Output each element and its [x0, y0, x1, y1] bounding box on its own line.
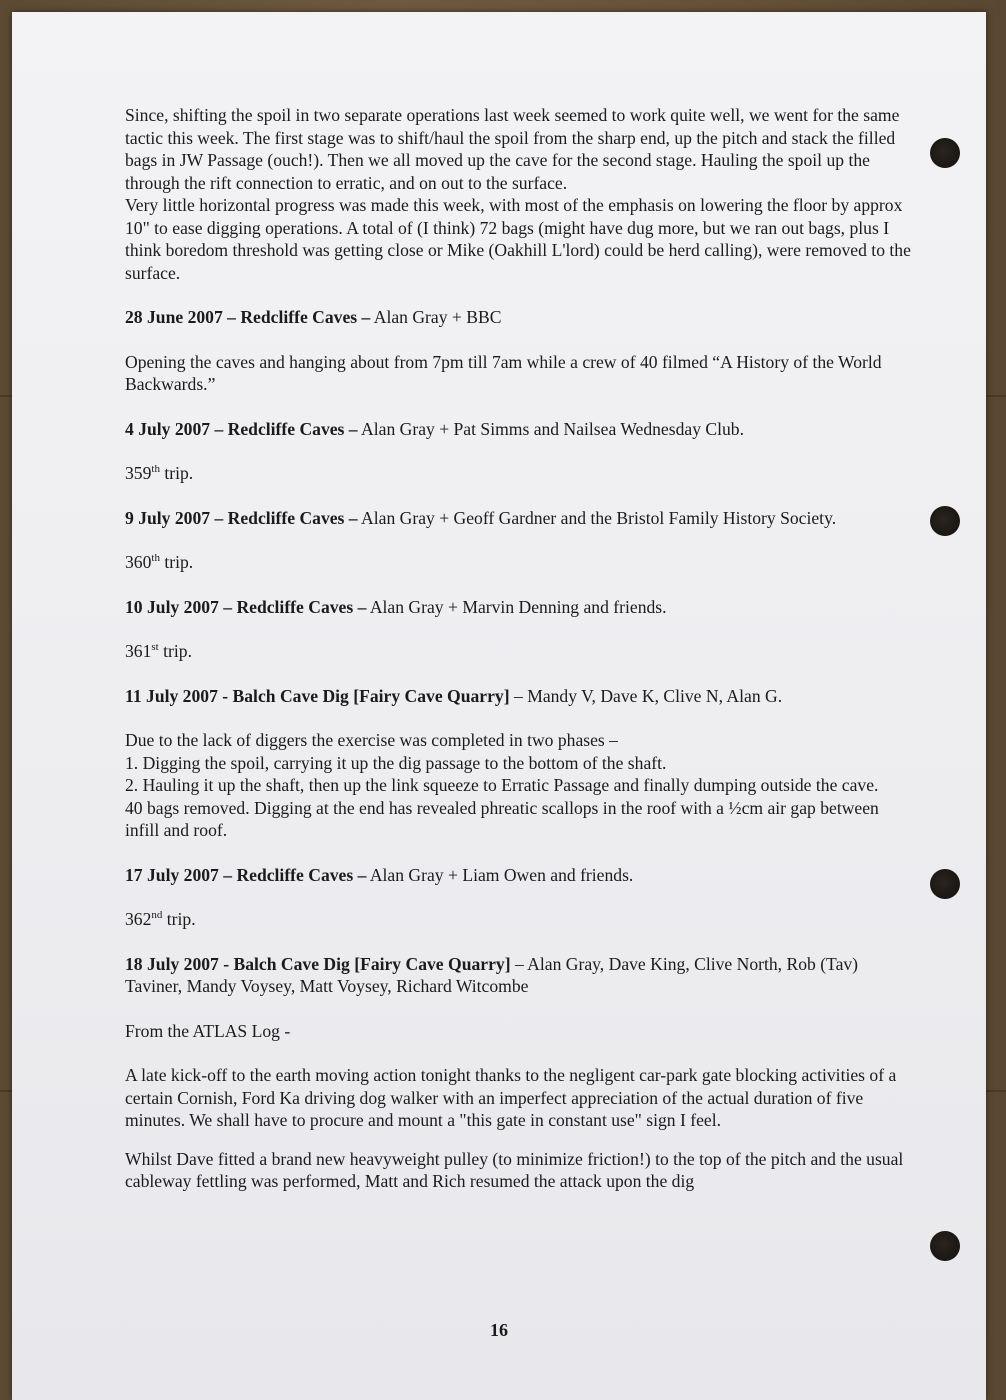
- entry-people: – Alan Gray, Dave King, Clive North, Rob (Tav) Taviner, Mandy Voysey, Matt Voysey, Richard Witcombe: [125, 953, 859, 996]
- log-entry-heading: [125, 306, 915, 329]
- entry-date-site: 4 July 2007 – Redcliffe Caves –: [125, 418, 358, 439]
- log-entry-heading: [125, 685, 915, 708]
- page-number: 16: [490, 1320, 508, 1340]
- log-entry-heading: [125, 418, 915, 441]
- entry-people: Alan Gray + Geoff Gardner and the Bristol Family History Society.: [357, 507, 837, 528]
- entry-body: Due to the lack of diggers the exercise was completed in two phases –: [125, 730, 618, 750]
- entry-people: Alan Gray + Liam Owen and friends.: [366, 864, 634, 885]
- trip-count: 360th trip.: [125, 552, 194, 572]
- punch-hole-icon: [930, 506, 960, 536]
- intro-paragraph: Very little horizontal progress was made this week, with most of the emphasis on lowering the floor by approx 10" to ease digging operations. A total of (I think) 72 bags (might have dug more, but we ran out bags, plus I think boredom threshold was getting close or Mike (Oakhill L'lord) could be herd calling), were removed to the surface.: [125, 195, 911, 283]
- log-entry-heading: [125, 864, 915, 887]
- quoted-log-paragraph: Whilst Dave fitted a brand new heavyweight pulley (to minimize friction!) to the top of the pitch and the usual cableway fettling was performed, Matt and Rich resumed the attack upon the dig: [125, 1148, 904, 1191]
- entry-date-site: 28 June 2007 – Redcliffe Caves –: [125, 307, 371, 327]
- entry-people: Alan Gray + Pat Simms and Nailsea Wednesday Club.: [357, 418, 745, 439]
- trip-count: 362nd trip.: [125, 909, 196, 929]
- log-entry-heading: [125, 507, 915, 530]
- entry-people: – Mandy V, Dave K, Clive N, Alan G.: [509, 685, 783, 706]
- log-entry-heading: [125, 953, 915, 998]
- intro-paragraph: Since, shifting the spoil in two separate operations last week seemed to work quite well, we went for the same tactic this week. The first stage was to shift/haul the spoil from the sharp end, up the pitch and stack the filled bags in JW Passage (ouch!). Then we all moved up the cave for the second stage. Hauling the spoil up the through the rift connection to erratic, and on out to the surface.: [125, 105, 900, 193]
- page-content: [125, 104, 915, 1193]
- entry-date-site: 9 July 2007 – Redcliffe Caves –: [125, 507, 358, 528]
- entry-body: 40 bags removed. Digging at the end has revealed phreatic scallops in the roof with a ½cm air gap between infill and roof.: [125, 797, 879, 840]
- entry-body: 1. Digging the spoil, carrying it up the dig passage to the bottom of the shaft.: [125, 752, 667, 773]
- entry-date-site: 10 July 2007 – Redcliffe Caves –: [125, 596, 367, 617]
- entry-body: Opening the caves and hanging about from 7pm till 7am while a crew of 40 filmed “A History of the World Backwards.”: [125, 351, 882, 394]
- log-entry-heading: [125, 596, 915, 619]
- entry-people: Alan Gray + Marvin Denning and friends.: [366, 596, 667, 617]
- punch-hole-icon: [930, 869, 960, 899]
- punch-hole-icon: [930, 1231, 960, 1261]
- entry-date-site: 17 July 2007 – Redcliffe Caves –: [125, 864, 367, 885]
- trip-count: 361st trip.: [125, 641, 192, 661]
- entry-body: From the ATLAS Log -: [125, 1020, 291, 1041]
- document-page: [12, 12, 986, 1400]
- punch-hole-icon: [930, 138, 960, 168]
- entry-date-site: 11 July 2007 - Balch Cave Dig [Fairy Cave Quarry]: [125, 685, 510, 706]
- quoted-log-paragraph: A late kick-off to the earth moving action tonight thanks to the negligent car-park gate blocking activities of a certain Cornish, Ford Ka driving dog walker with an imperfect appreciation of the actual duration of five minutes. We shall have to procure and mount a "this gate in constant use" sign I feel.: [125, 1065, 897, 1130]
- trip-count: 359th trip.: [125, 463, 194, 483]
- entry-date-site: 18 July 2007 - Balch Cave Dig [Fairy Cave Quarry]: [125, 953, 511, 974]
- entry-people: Alan Gray + BBC: [370, 307, 502, 327]
- entry-body: 2. Hauling it up the shaft, then up the link squeeze to Erratic Passage and finally dumping outside the cave.: [125, 775, 879, 795]
